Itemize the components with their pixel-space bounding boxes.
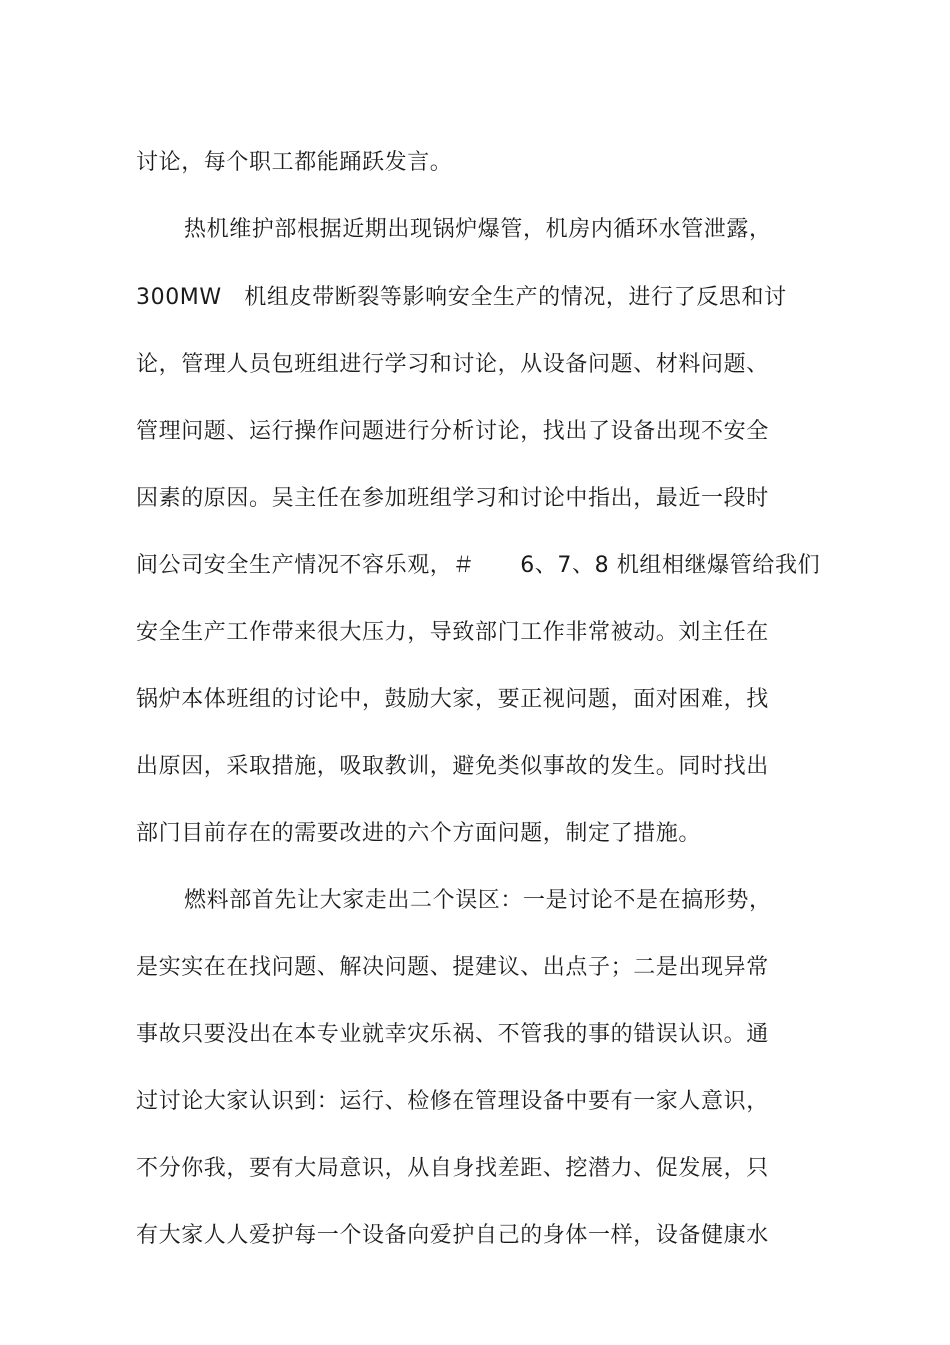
text-line-3: 300MW 机组皮带断裂等影响安全生产的情况，进行了反思和讨: [136, 285, 787, 310]
text-line-6: 因素的原因。吴主任在参加班组学习和讨论中指出，最近一段时: [136, 486, 769, 511]
text-line-13: 是实实在在找问题、解决问题、提建议、出点子；二是出现异常: [136, 955, 769, 980]
text-line-15: 过讨论大家认识到：运行、检修在管理设备中要有一家人意识，: [136, 1089, 769, 1114]
text-line-2: 热机维护部根据近期出现锅炉爆管，机房内循环水管泄露，: [184, 217, 772, 242]
text-line-14: 事故只要没出在本专业就幸灾乐祸、不管我的事的错误认识。通: [136, 1022, 769, 1047]
text-line-12: 燃料部首先让大家走出二个误区：一是讨论不是在搞形势，: [184, 888, 772, 913]
text-line-7: 间公司安全生产情况不容乐观，＃ 6、7、8 机组相继爆管给我们: [136, 553, 821, 578]
text-line-17: 有大家人人爱护每一个设备向爱护自己的身体一样，设备健康水: [136, 1223, 769, 1248]
text-line-9: 锅炉本体班组的讨论中，鼓励大家，要正视问题，面对困难，找: [136, 687, 769, 712]
text-line-10: 出原因，采取措施，吸取教训，避免类似事故的发生。同时找出: [136, 754, 769, 779]
text-line-1: 讨论，每个职工都能踊跃发言。: [136, 150, 453, 175]
text-line-4: 论，管理人员包班组进行学习和讨论，从设备问题、材料问题、: [136, 352, 769, 377]
text-line-8: 安全生产工作带来很大压力，导致部门工作非常被动。刘主任在: [136, 620, 769, 645]
text-line-11: 部门目前存在的需要改进的六个方面问题，制定了措施。: [136, 821, 702, 846]
text-line-5: 管理问题、运行操作问题进行分析讨论，找出了设备出现不安全: [136, 419, 769, 444]
text-line-16: 不分你我，要有大局意识，从自身找差距、挖潜力、促发展，只: [136, 1156, 769, 1181]
